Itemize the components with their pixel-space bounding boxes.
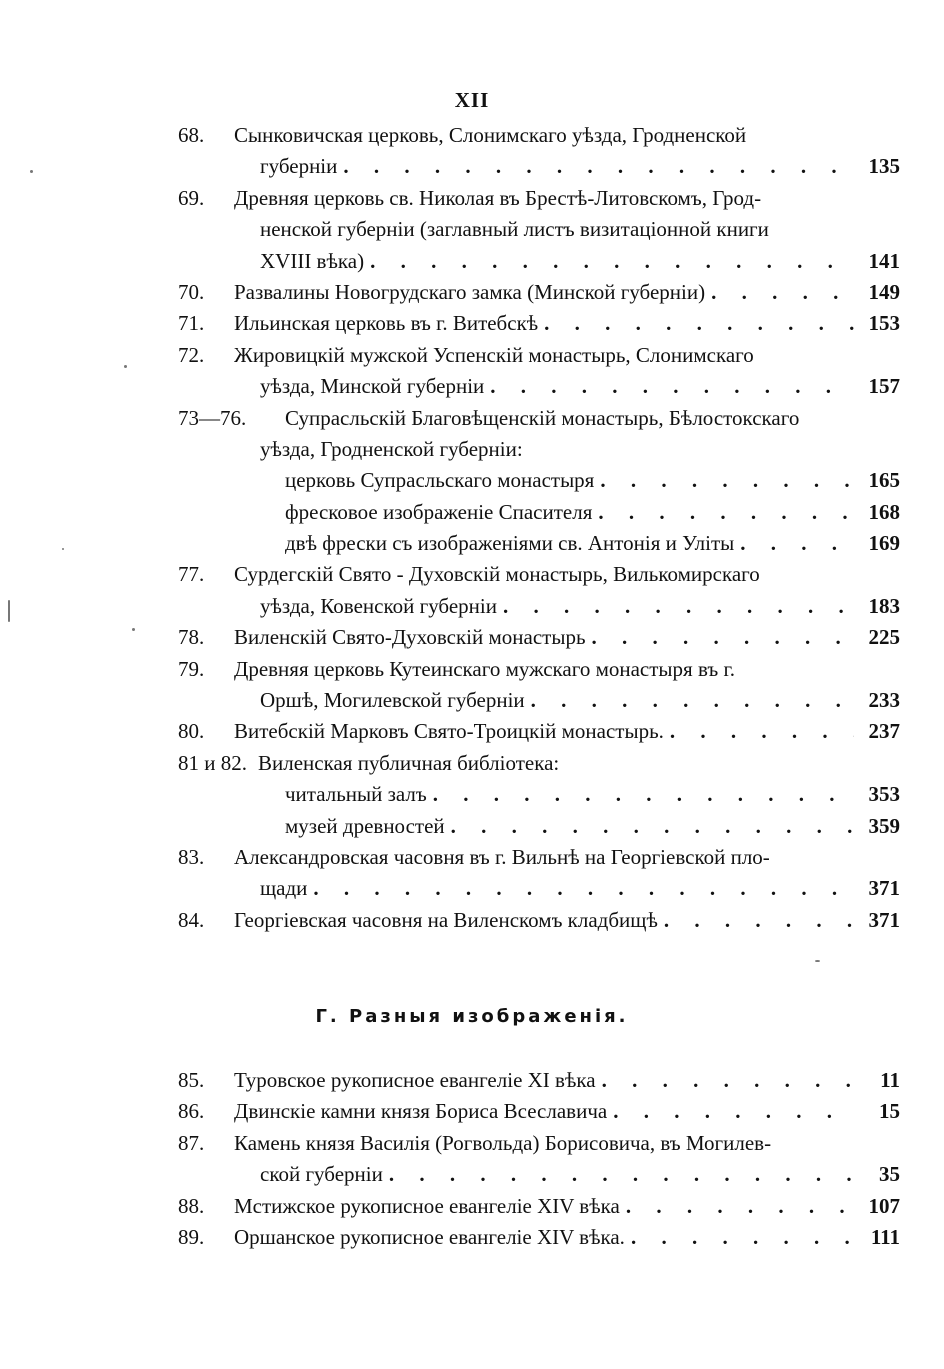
entry-number: 86.	[178, 1099, 205, 1124]
entry-text: Сынковичская церковь, Слонимскаго уѣзда, Гродненской	[234, 123, 747, 147]
entry-text: уѣзда, Ковенской губерніи	[260, 593, 497, 618]
entry-number: 88.	[178, 1193, 205, 1218]
page-number: XII	[454, 88, 490, 112]
toc-line	[178, 1096, 900, 1127]
scan-speck	[62, 548, 64, 550]
toc-line	[178, 246, 900, 277]
toc-line	[178, 214, 900, 245]
toc-line	[178, 748, 900, 779]
toc-entry	[178, 622, 900, 653]
dot-leader	[613, 1096, 854, 1127]
entry-text: Оршѣ, Могилевской губерніи	[260, 688, 525, 713]
entry-text: Супрасльскій Благовѣщенскій монастырь, Бѣлостокскаго	[285, 405, 800, 430]
page-ref: 371	[868, 876, 900, 901]
entry-text: ской губерніи	[260, 1162, 383, 1187]
toc-leader-row	[285, 528, 900, 559]
entry-number: 70.	[178, 279, 205, 304]
page-ref: 35	[879, 1162, 900, 1187]
toc-line	[178, 779, 900, 810]
toc-entry	[178, 748, 900, 842]
toc-leader-row	[260, 246, 900, 277]
entry-text: уѣзда, Гродненской губерніи:	[260, 436, 523, 461]
entry-text: церковь Супрасльскаго монастыря	[285, 468, 595, 493]
entry-text: музей древностей	[285, 813, 445, 838]
page-ref: 153	[868, 311, 900, 336]
toc-entry	[178, 403, 900, 560]
toc-line	[178, 1159, 900, 1190]
toc-entry	[178, 1222, 900, 1253]
toc-line	[178, 403, 900, 434]
toc-line	[178, 685, 900, 716]
entry-text: двѣ фрески съ изображеніями св. Антонія и Уліты	[285, 531, 735, 556]
page-ref: 237	[868, 719, 900, 744]
page-ref: 111	[870, 1224, 900, 1249]
toc-entry	[178, 559, 900, 622]
dot-leader	[490, 371, 854, 402]
toc-line	[178, 591, 900, 622]
entry-text: Ильинская церковь въ г. Витебскѣ	[234, 311, 539, 336]
toc-entry	[178, 842, 900, 905]
dot-leader	[343, 151, 854, 182]
entry-text: Камень князя Василія (Рогвольда) Борисовича, въ Могилев-	[234, 1130, 772, 1155]
page-ref: 141	[868, 248, 900, 273]
entry-text: фресковое изображеніе Спасителя	[285, 499, 593, 524]
dot-leader	[598, 497, 854, 528]
page-ref: 149	[868, 279, 900, 304]
page-ref: 353	[868, 782, 900, 807]
toc-entry	[178, 340, 900, 403]
page-ref: 225	[868, 625, 900, 650]
toc-leader-row	[234, 1222, 900, 1253]
entry-number: 72.	[178, 342, 205, 367]
toc-line	[178, 340, 900, 371]
toc-leader-row	[285, 497, 900, 528]
toc-entry	[178, 716, 900, 747]
entry-number: 84.	[178, 907, 205, 932]
toc-line	[178, 120, 900, 151]
scan-speck	[30, 170, 33, 173]
scan-speck	[815, 960, 820, 962]
dot-leader	[503, 591, 854, 622]
dot-leader	[602, 1065, 854, 1096]
toc-line	[178, 497, 900, 528]
dot-leader	[600, 465, 854, 496]
toc-line	[178, 1222, 900, 1253]
dot-leader	[451, 811, 854, 842]
entry-text: Георгіевская часовня на Виленскомъ кладбищѣ	[234, 907, 658, 932]
entry-number: 79.	[178, 656, 205, 681]
toc-line	[178, 465, 900, 496]
entry-text: Александровская часовня въ г. Вильнѣ на Георгіевской пло-	[234, 844, 770, 869]
entry-number: 73—76.	[178, 405, 247, 430]
entry-text: щади	[260, 876, 308, 901]
entry-number: 68.	[178, 123, 205, 147]
page-ref: 15	[879, 1099, 900, 1124]
entry-text: Оршанское рукописное евангеліе XIV вѣка.	[234, 1224, 625, 1249]
entry-text: уѣзда, Минской губерніи	[260, 374, 485, 399]
toc-leader-row	[285, 465, 900, 496]
toc-line	[178, 183, 900, 214]
toc-entry	[178, 308, 900, 339]
entry-text: читальный залъ	[285, 782, 427, 807]
dot-leader	[389, 1159, 854, 1190]
toc-line	[178, 905, 900, 936]
entry-text: губерніи	[260, 154, 338, 179]
toc-leader-row	[234, 1096, 900, 1127]
toc-entry	[178, 1065, 900, 1096]
page-ref: 157	[868, 374, 900, 399]
toc-entry	[178, 1128, 900, 1191]
page-ref: 107	[868, 1193, 900, 1218]
toc-entry	[178, 654, 900, 717]
dot-leader	[592, 622, 854, 653]
page-ref: 168	[868, 499, 900, 524]
page-ref: 165	[868, 468, 900, 493]
entry-number: 89.	[178, 1224, 205, 1249]
toc-leader-row	[234, 1065, 900, 1096]
toc-leader-row	[260, 591, 900, 622]
dot-leader	[370, 246, 854, 277]
dot-leader	[631, 1222, 854, 1253]
entry-number: 85.	[178, 1068, 205, 1092]
entry-number: 80.	[178, 719, 205, 744]
toc-list-images	[178, 1065, 900, 1253]
toc-line	[178, 842, 900, 873]
dot-leader	[531, 685, 854, 716]
toc-line	[178, 654, 900, 685]
toc-leader-row	[260, 1159, 900, 1190]
dot-leader	[711, 277, 854, 308]
scan-speck	[8, 600, 10, 622]
entry-number: 69.	[178, 185, 205, 210]
toc-line	[178, 434, 900, 465]
dot-leader	[740, 528, 854, 559]
entry-text: Мстижское рукописное евангеліе XIV вѣка	[234, 1193, 620, 1218]
toc-entry	[178, 277, 900, 308]
entry-number: 81 и 82.	[178, 750, 247, 775]
entry-text: Развалины Новогрудскаго замка (Минской губерніи)	[234, 279, 706, 304]
toc-leader-row	[234, 905, 900, 936]
dot-leader	[313, 873, 854, 904]
toc-leader-row	[260, 873, 900, 904]
entry-text: Сурдегскій Свято - Духовскій монастырь, Вилькомирскаго	[234, 562, 760, 587]
toc-line	[178, 371, 900, 402]
toc-line	[178, 1065, 900, 1096]
entry-text: Витебскій Марковъ Свято-Троицкій монастырь.	[234, 719, 664, 744]
entry-number: 78.	[178, 625, 205, 650]
toc-leader-row	[234, 277, 900, 308]
dot-leader	[626, 1191, 854, 1222]
scan-speck	[124, 365, 127, 368]
toc-entry	[178, 1096, 900, 1127]
page-ref: 359	[868, 813, 900, 838]
entry-text: Виленскій Свято-Духовскій монастырь	[234, 625, 586, 650]
dot-leader	[544, 308, 854, 339]
page-ref: 233	[868, 688, 900, 713]
entry-text: Туровское рукописное евангеліе XI вѣка	[234, 1068, 596, 1092]
toc-entry	[178, 1191, 900, 1222]
dot-leader	[433, 779, 854, 810]
page-ref: 135	[868, 154, 900, 179]
toc-line	[178, 716, 900, 747]
toc-line	[178, 308, 900, 339]
section-heading: Г. Разныя изображенія.	[315, 1006, 629, 1027]
toc-leader-row	[260, 685, 900, 716]
toc-leader-row	[234, 716, 900, 747]
toc-leader-row	[260, 371, 900, 402]
dot-leader	[670, 716, 854, 747]
entry-number: 77.	[178, 562, 205, 587]
page-ref: 371	[868, 907, 900, 932]
toc-line	[178, 559, 900, 590]
toc-line	[178, 1191, 900, 1222]
page-ref: 11	[880, 1068, 900, 1092]
entry-text: Жировицкій мужской Успенскій монастырь, Слонимскаго	[234, 342, 754, 367]
entry-text: Двинскіе камни князя Бориса Всеславича	[234, 1099, 608, 1124]
entry-number: 83.	[178, 844, 205, 869]
entry-text: ненской губерніи (заглавный листъ визитаціонной книги	[260, 217, 769, 242]
toc-entry	[178, 905, 900, 936]
toc-line	[178, 528, 900, 559]
toc-line	[178, 1128, 900, 1159]
page-ref: 183	[868, 593, 900, 618]
page-ref: 169	[868, 531, 900, 556]
toc-line	[178, 811, 900, 842]
toc-leader-row	[234, 308, 900, 339]
entry-text: XVIII вѣка)	[260, 248, 365, 273]
entry-number: 71.	[178, 311, 205, 336]
toc-line	[178, 151, 900, 182]
entry-text: Виленская публичная библіотека:	[258, 750, 560, 775]
toc-leader-row	[234, 1191, 900, 1222]
toc-line	[178, 622, 900, 653]
scan-speck	[132, 628, 135, 631]
toc-line	[178, 873, 900, 904]
toc-entry	[178, 183, 900, 277]
toc-entry	[178, 120, 900, 183]
toc-line	[178, 277, 900, 308]
toc-leader-row	[285, 811, 900, 842]
toc-leader-row	[234, 622, 900, 653]
toc-leader-row	[285, 779, 900, 810]
entry-number: 87.	[178, 1130, 205, 1155]
toc-list-buildings	[178, 120, 900, 936]
entry-text: Древняя церковь Кутеинскаго мужскаго монастыря въ г.	[234, 656, 735, 681]
entry-text: Древняя церковь св. Николая въ Брестѣ-Литовскомъ, Грод-	[234, 185, 762, 210]
toc-leader-row	[260, 151, 900, 182]
dot-leader	[664, 905, 854, 936]
